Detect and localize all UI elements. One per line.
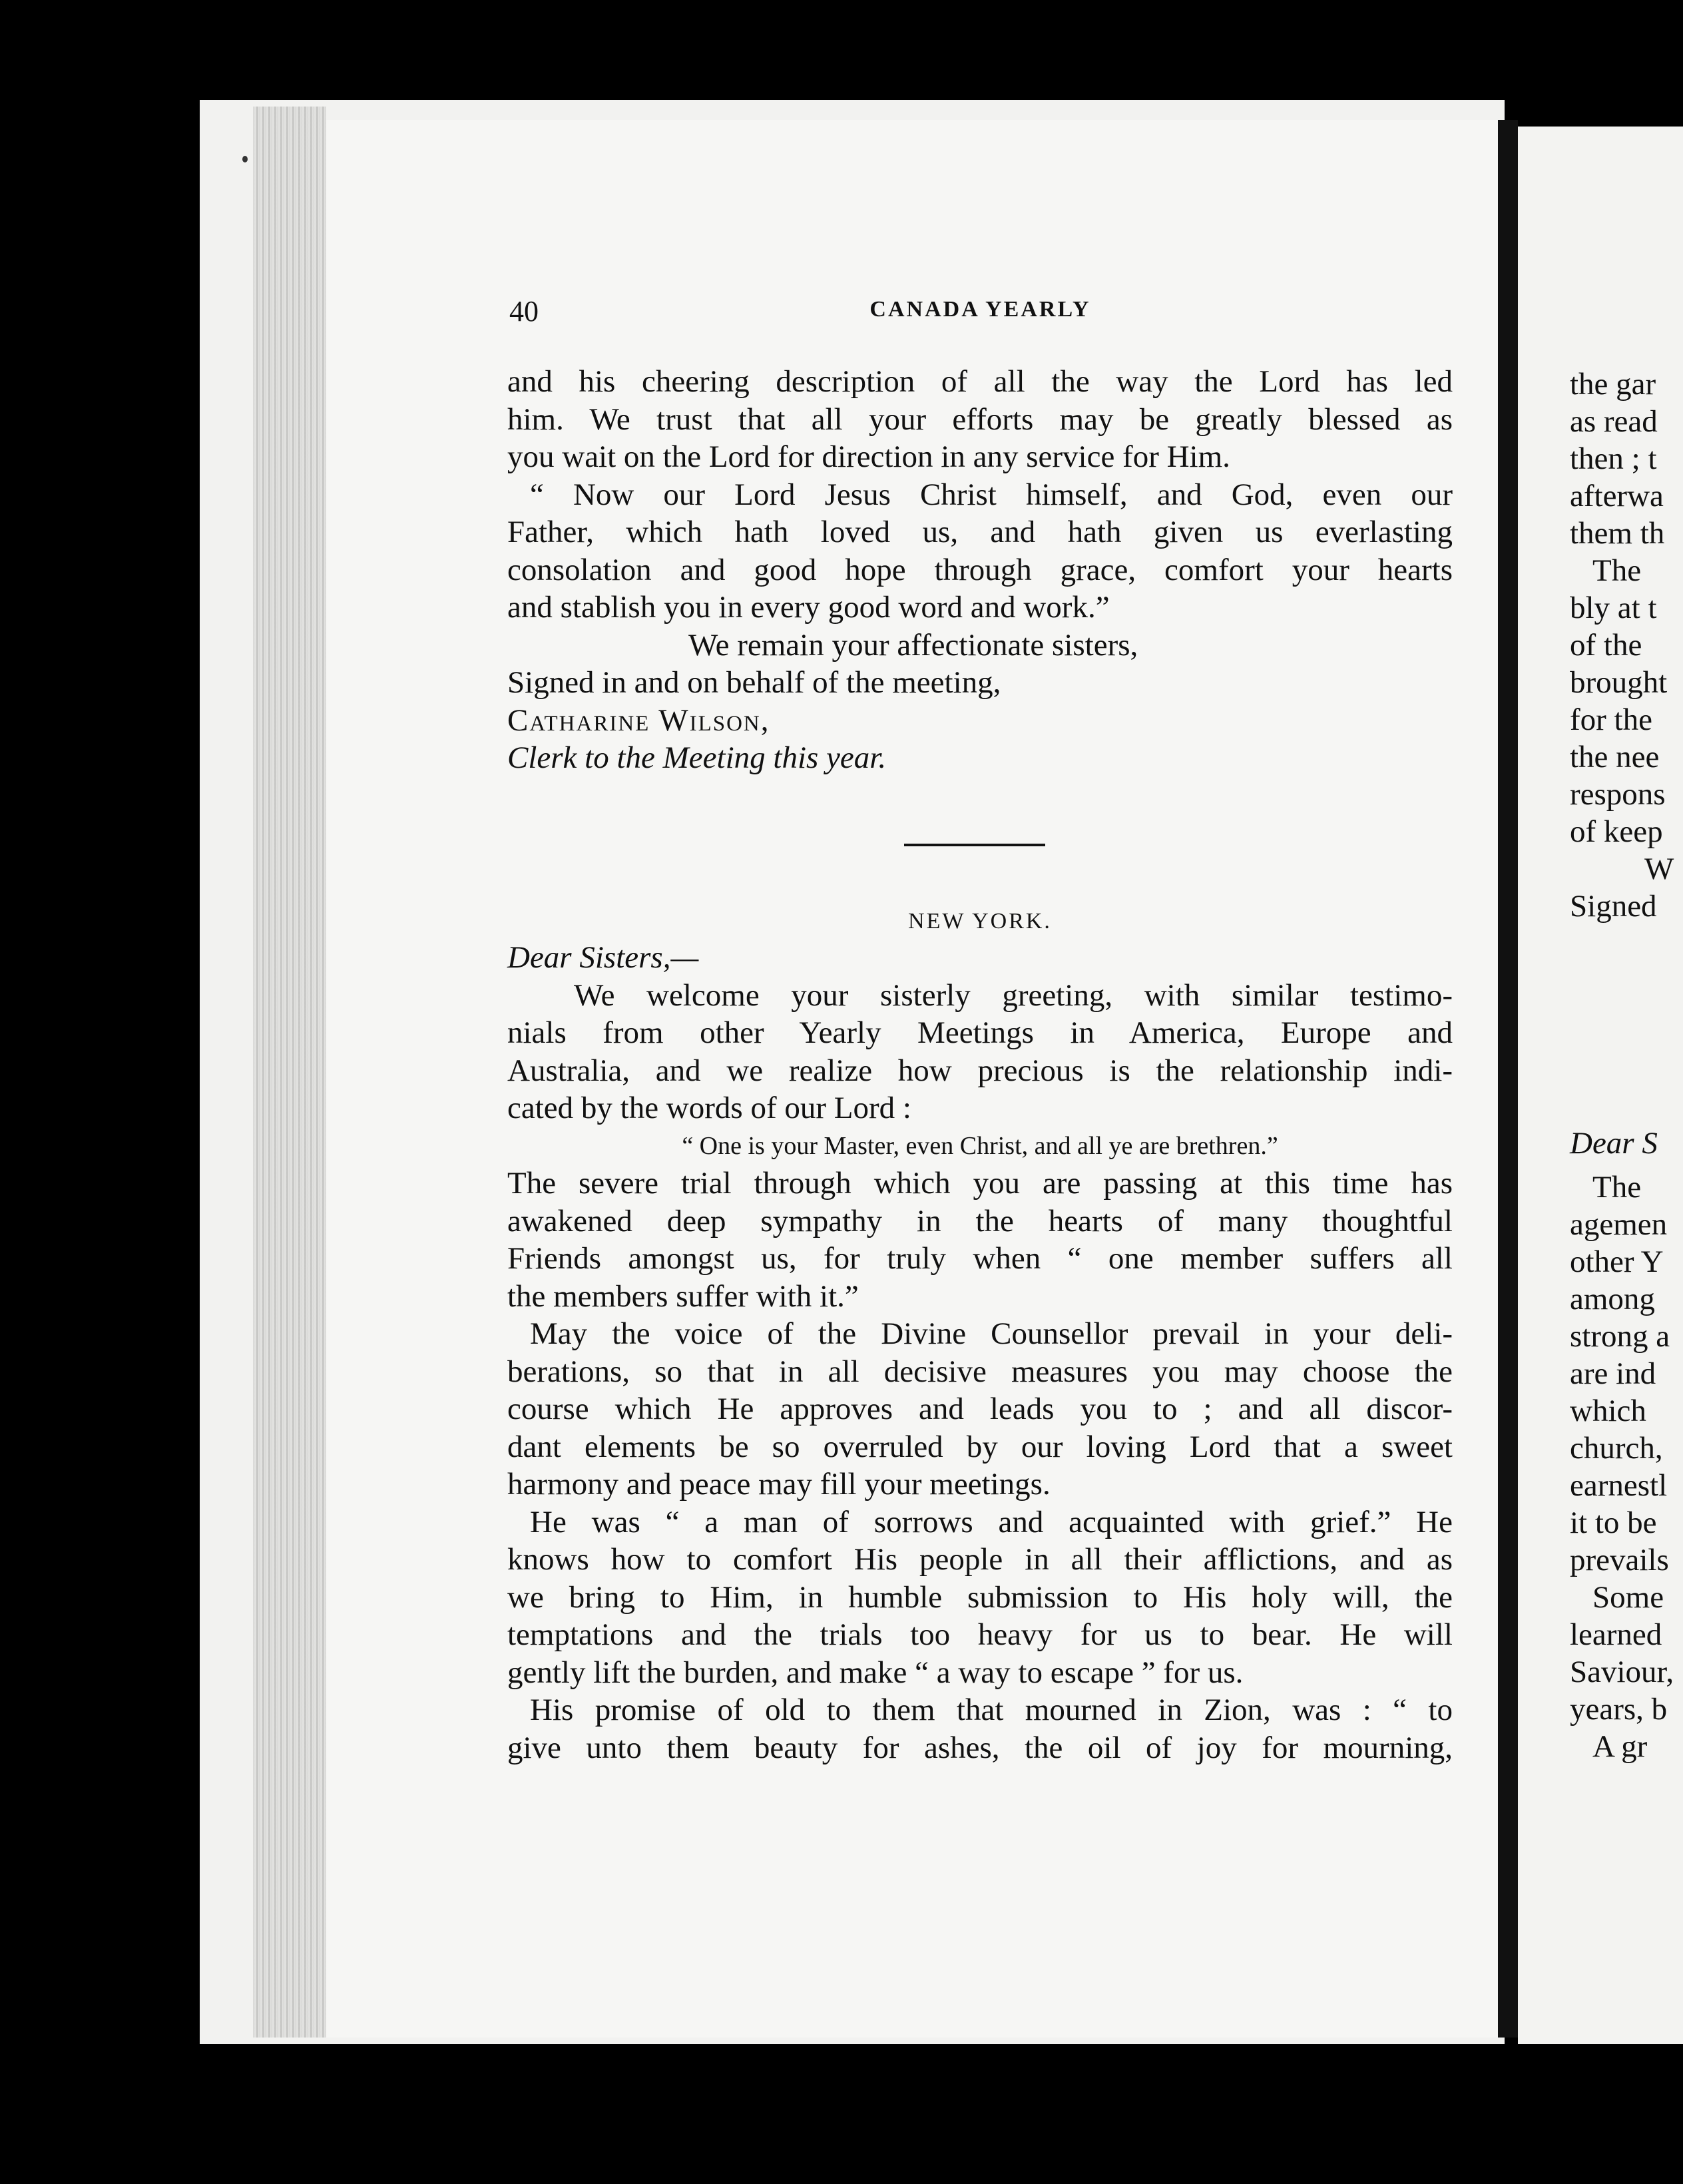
text-line: berations, so that in all decisive measures you may choose the — [507, 1354, 1453, 1389]
text-line: cated by the words of our Lord : — [507, 1091, 911, 1125]
facing-line: A gr — [1592, 1729, 1648, 1764]
text-line: you wait on the Lord for direction in any service for Him. — [507, 439, 1230, 474]
text-line: Father, which hath loved us, and hath given us everlasting — [507, 515, 1453, 549]
text-line: He was “ a man of sorrows and acquainted with grief.” He — [530, 1504, 1453, 1539]
facing-line: bly at t — [1570, 591, 1657, 625]
facing-line: are ind — [1570, 1356, 1656, 1391]
facing-line: strong a — [1570, 1319, 1670, 1354]
text-line: we bring to Him, in humble submission to His holy will, the — [507, 1579, 1453, 1615]
facing-line: respons — [1570, 777, 1666, 812]
text-line: gently lift the burden, and make “ a way to escape ” for us. — [507, 1655, 1244, 1690]
facing-line: Some — [1592, 1580, 1664, 1615]
epistle-top — [507, 363, 1453, 777]
facing-line: the nee — [1570, 740, 1660, 774]
closing-line: We remain your affectionate sisters, — [688, 627, 1138, 663]
text-line: Australia, and we realize how precious is the relationship indi- — [507, 1053, 1453, 1088]
facing-line: The — [1592, 1170, 1642, 1205]
text-line: The severe trial through which you are passing at this time has — [507, 1166, 1453, 1201]
text-line: His promise of old to them that mourned in Zion, was : “ to — [530, 1693, 1453, 1727]
running-header — [509, 294, 1451, 334]
facing-line: of keep — [1570, 814, 1663, 849]
facing-line: of the — [1570, 628, 1642, 663]
facing-line: the gar — [1570, 367, 1656, 402]
text-line: knows how to comfort His people in all their afflictions, and as — [507, 1542, 1453, 1577]
facing-line: then ; t — [1570, 441, 1657, 476]
section-divider — [904, 844, 1045, 846]
book-gutter — [1498, 120, 1518, 2038]
facing-line: church, — [1570, 1431, 1663, 1466]
facing-line: other Y — [1570, 1244, 1664, 1279]
text-line: “ Now our Lord Jesus Christ himself, and God, even our — [530, 477, 1453, 512]
facing-line: earnestl — [1570, 1468, 1668, 1503]
text-line: him. We trust that all your efforts may be greatly blessed as — [507, 402, 1453, 437]
text-line: give unto them beauty for ashes, the oil of joy for mourning, — [507, 1730, 1453, 1765]
page-number: 40 — [509, 295, 539, 328]
signatory-name: Catharine Wilson, — [507, 702, 770, 738]
text-line: Friends amongst us, for truly when “ one member suffers all — [507, 1241, 1453, 1276]
right-page — [1518, 127, 1683, 2044]
running-title: CANADA YEARLY — [869, 297, 1091, 322]
text-line: harmony and peace may fill your meetings. — [507, 1467, 1051, 1502]
text-line: course which He approves and leads you to ; and all discor- — [507, 1392, 1453, 1426]
text-line: consolation and good hope through grace, comfort your hearts — [507, 552, 1453, 587]
signed-line: Signed in and on behalf of the meeting, — [507, 665, 1001, 700]
speck-mark — [242, 156, 248, 162]
facing-line: as read — [1570, 404, 1658, 439]
facing-line: Saviour, — [1570, 1655, 1674, 1689]
facing-line: which — [1570, 1394, 1646, 1428]
text-line: the members suffer with it.” — [507, 1278, 859, 1314]
facing-line: agemen — [1570, 1207, 1668, 1242]
facing-line: for the — [1570, 702, 1652, 737]
section-heading: NEW YORK. — [908, 909, 1052, 934]
facing-line: afterwa — [1570, 479, 1664, 513]
facing-line: among — [1570, 1282, 1655, 1316]
text-line: dant elements be so overruled by our loving Lord that a sweet — [507, 1429, 1453, 1464]
facing-line: The — [1592, 553, 1642, 588]
text-line: and stablish you in every good word and work.” — [507, 590, 1110, 625]
signatory-title: Clerk to the Meeting this year. — [507, 740, 887, 775]
facing-line: W — [1644, 852, 1674, 886]
text-line: and his cheering description of all the way the Lord has led — [507, 364, 1453, 399]
facing-line: Signed — [1570, 889, 1657, 924]
facing-line: learned — [1570, 1617, 1662, 1652]
facing-line: them th — [1570, 516, 1665, 551]
facing-line: it to be — [1570, 1505, 1657, 1540]
text-line: awakened deep sympathy in the hearts of many thoughtful — [507, 1203, 1453, 1238]
text-line: We welcome your sisterly greeting, with similar testimo- — [574, 977, 1453, 1013]
scripture-quote: “ One is your Master, even Christ, and all ye are brethren.” — [682, 1131, 1278, 1160]
text-line: nials from other Yearly Meetings in America, Europe and — [507, 1015, 1453, 1050]
salutation: Dear Sisters,— — [507, 940, 699, 975]
facing-line: prevails — [1570, 1543, 1669, 1577]
text-line: temptations and the trials too heavy for us to bear. He will — [507, 1617, 1453, 1652]
new-york-epistle — [507, 939, 1453, 1767]
facing-line: years, b — [1570, 1692, 1668, 1727]
facing-salutation: Dear S — [1570, 1126, 1658, 1161]
facing-line: brought — [1570, 665, 1668, 700]
page-edges — [253, 107, 326, 2038]
text-line: May the voice of the Divine Counsellor prevail in your deli- — [530, 1316, 1453, 1351]
